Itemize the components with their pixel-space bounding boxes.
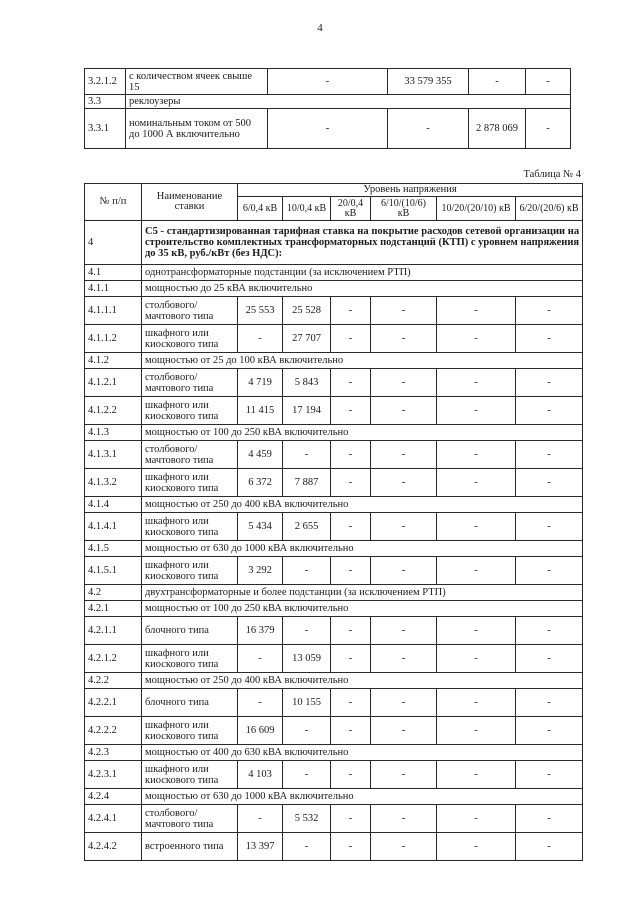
cell-value: - [371, 645, 437, 673]
cell-value: - [283, 617, 331, 645]
cell-number: 4.1.2.1 [85, 369, 142, 397]
cell-name: столбового/ мачтового типа [142, 805, 238, 833]
cell-value: 11 415 [238, 397, 283, 425]
cell-number: 4.1.1.1 [85, 297, 142, 325]
cell-value: - [331, 397, 371, 425]
cell-value: - [437, 557, 516, 585]
table-row [85, 325, 583, 353]
table-row [85, 789, 583, 805]
cell-value: - [437, 469, 516, 497]
cell-value: - [437, 645, 516, 673]
cell-name: шкафного или киоскового типа [142, 513, 238, 541]
table-row [85, 761, 583, 789]
cell-value: - [516, 369, 583, 397]
cell-value: - [331, 297, 371, 325]
cell-name: столбового/ мачтового типа [142, 441, 238, 469]
cell-value: - [516, 689, 583, 717]
cell-value: - [437, 717, 516, 745]
table-row [85, 369, 583, 397]
cell-value: - [371, 369, 437, 397]
cell-value: - [283, 833, 331, 861]
cell-value: - [331, 325, 371, 353]
cell-value: 16 609 [238, 717, 283, 745]
cell-name: шкафного или киоскового типа [142, 761, 238, 789]
cell-value: - [238, 325, 283, 353]
cell-value: 7 887 [283, 469, 331, 497]
table-row [85, 265, 583, 281]
cell-name: шкафного или киоскового типа [142, 325, 238, 353]
header-level-10-20: 10/20/(20/10) кВ [437, 197, 516, 221]
table-3-body [85, 69, 571, 149]
cell-name: встроенного типа [142, 833, 238, 861]
cell-value: - [516, 513, 583, 541]
cell-value: - [437, 297, 516, 325]
cell-value: - [516, 761, 583, 789]
cell-value: 2 878 069 [469, 109, 526, 149]
table-row [85, 425, 583, 441]
cell-value: - [268, 69, 388, 95]
cell-value: - [331, 369, 371, 397]
cell-number: 3.3.1 [85, 109, 126, 149]
cell-value: - [516, 645, 583, 673]
cell-value: 17 194 [283, 397, 331, 425]
cell-value: 25 553 [238, 297, 283, 325]
cell-name: блочного типа [142, 617, 238, 645]
table-row [85, 833, 583, 861]
cell-number: 4 [85, 221, 142, 265]
page-number: 4 [317, 22, 323, 34]
cell-section-name: реклоузеры [126, 95, 571, 109]
table-row [85, 109, 571, 149]
cell-number: 4.2.4 [85, 789, 142, 805]
cell-value: 4 459 [238, 441, 283, 469]
table-row [85, 805, 583, 833]
cell-number: 4.2.3.1 [85, 761, 142, 789]
table-row [85, 745, 583, 761]
cell-number: 4.2.4.2 [85, 833, 142, 861]
cell-value: 2 655 [283, 513, 331, 541]
cell-section-name: мощностью от 250 до 400 кВА включительно [142, 497, 583, 513]
cell-value: - [516, 325, 583, 353]
rate-title: С5 - стандартизированная тарифная ставка на покрытие расходов сетевой организации на строительство комплектных трансформаторных подстанций (КТП) с уровнем напряжения до 35 кВ, руб./кВт (без НДС): [142, 221, 583, 265]
header-number: № п/п [85, 184, 142, 221]
table-row [85, 469, 583, 497]
cell-name: столбового/ мачтового типа [142, 369, 238, 397]
cell-value: - [526, 109, 571, 149]
cell-value: - [437, 513, 516, 541]
cell-value: - [516, 297, 583, 325]
cell-number: 4.1.1 [85, 281, 142, 297]
cell-value: - [371, 833, 437, 861]
cell-value: 25 528 [283, 297, 331, 325]
cell-number: 4.2.2 [85, 673, 142, 689]
cell-value: - [388, 109, 469, 149]
cell-number: 3.3 [85, 95, 126, 109]
cell-value: - [526, 69, 571, 95]
table-row [85, 297, 583, 325]
cell-section-name: мощностью от 100 до 250 кВА включительно [142, 425, 583, 441]
cell-value: - [437, 689, 516, 717]
cell-value: 6 372 [238, 469, 283, 497]
cell-value: - [516, 557, 583, 585]
cell-section-name: мощностью от 630 до 1000 кВА включительно [142, 789, 583, 805]
cell-value: - [283, 761, 331, 789]
cell-name: шкафного или киоскового типа [142, 469, 238, 497]
cell-value: 13 397 [238, 833, 283, 861]
cell-section-name: мощностью от 25 до 100 кВА включительно [142, 353, 583, 369]
cell-value: - [516, 397, 583, 425]
header-level-6-20: 6/20/(20/6) кВ [516, 197, 583, 221]
cell-value: - [516, 441, 583, 469]
cell-name: шкафного или киоскового типа [142, 557, 238, 585]
cell-number: 4.1.2.2 [85, 397, 142, 425]
table-row [85, 673, 583, 689]
cell-section-name: мощностью от 630 до 1000 кВА включительно [142, 541, 583, 557]
cell-value: - [437, 761, 516, 789]
cell-value: - [331, 441, 371, 469]
cell-section-name: мощностью от 400 до 630 кВА включительно [142, 745, 583, 761]
cell-value: 27 707 [283, 325, 331, 353]
cell-number: 4.1.2 [85, 353, 142, 369]
cell-value: - [371, 761, 437, 789]
cell-name: номинальным током от 500 до 1000 А включительно [126, 109, 268, 149]
cell-value: - [331, 805, 371, 833]
cell-number: 4.2.3 [85, 745, 142, 761]
table-3-continuation [84, 68, 571, 149]
cell-value: - [516, 617, 583, 645]
cell-value: - [268, 109, 388, 149]
cell-value: - [331, 513, 371, 541]
table-row [85, 541, 583, 557]
cell-value: - [371, 717, 437, 745]
cell-number: 4.2.1 [85, 601, 142, 617]
cell-number: 4.1.3.2 [85, 469, 142, 497]
cell-number: 4.1 [85, 265, 142, 281]
header-voltage-level: Уровень напряжения [238, 184, 583, 197]
cell-value: - [283, 557, 331, 585]
cell-value: - [437, 441, 516, 469]
cell-value: - [238, 805, 283, 833]
cell-value: - [371, 325, 437, 353]
cell-value: - [437, 833, 516, 861]
cell-section-name: однотрансформаторные подстанции (за исключением РТП) [142, 265, 583, 281]
cell-name: с количеством ячеек свыше 15 [126, 69, 268, 95]
cell-name: блочного типа [142, 689, 238, 717]
cell-number: 4.1.3 [85, 425, 142, 441]
header-level-6-10: 6/10/(10/6) кВ [371, 197, 437, 221]
table-row [85, 645, 583, 673]
cell-value: - [516, 717, 583, 745]
table-row [85, 617, 583, 645]
cell-value: 5 532 [283, 805, 331, 833]
header-rate-name: Наименование ставки [142, 184, 238, 221]
cell-number: 4.1.1.2 [85, 325, 142, 353]
cell-value: - [371, 689, 437, 717]
cell-value: - [331, 469, 371, 497]
cell-value: 5 843 [283, 369, 331, 397]
cell-value: - [331, 689, 371, 717]
cell-number: 4.2 [85, 585, 142, 601]
cell-value: - [437, 369, 516, 397]
cell-number: 4.1.3.1 [85, 441, 142, 469]
cell-value: - [238, 689, 283, 717]
cell-number: 4.1.5 [85, 541, 142, 557]
cell-value: 10 155 [283, 689, 331, 717]
cell-value: 4 719 [238, 369, 283, 397]
table-row [85, 497, 583, 513]
cell-value: - [371, 469, 437, 497]
cell-value: - [331, 617, 371, 645]
cell-value: - [371, 617, 437, 645]
cell-value: - [469, 69, 526, 95]
table-row [85, 353, 583, 369]
cell-value: - [516, 469, 583, 497]
table-row [85, 69, 571, 95]
cell-value: - [371, 441, 437, 469]
table-4 [84, 183, 583, 861]
cell-number: 4.1.4.1 [85, 513, 142, 541]
cell-value: - [331, 833, 371, 861]
cell-name: шкафного или киоскового типа [142, 397, 238, 425]
table-row [85, 281, 583, 297]
cell-value: - [331, 717, 371, 745]
cell-name: шкафного или киоскового типа [142, 717, 238, 745]
header-level-10-04: 10/0,4 кВ [283, 197, 331, 221]
table-4-caption: Таблица № 4 [523, 169, 581, 180]
cell-number: 4.2.2.1 [85, 689, 142, 717]
cell-value: - [371, 297, 437, 325]
cell-section-name: двухтрансформаторные и более подстанции (за исключением РТП) [142, 585, 583, 601]
table-row-title [85, 221, 583, 265]
cell-number: 4.2.2.2 [85, 717, 142, 745]
cell-value: - [371, 397, 437, 425]
cell-number: 4.1.5.1 [85, 557, 142, 585]
cell-value: - [283, 717, 331, 745]
cell-value: - [283, 441, 331, 469]
cell-value: 33 579 355 [388, 69, 469, 95]
cell-value: 5 434 [238, 513, 283, 541]
table-row [85, 689, 583, 717]
cell-value: - [516, 805, 583, 833]
cell-section-name: мощностью от 250 до 400 кВА включительно [142, 673, 583, 689]
cell-number: 4.2.1.1 [85, 617, 142, 645]
cell-value: 4 103 [238, 761, 283, 789]
table-row [85, 557, 583, 585]
cell-value: - [437, 325, 516, 353]
cell-number: 3.2.1.2 [85, 69, 126, 95]
cell-section-name: мощностью до 25 кВА включительно [142, 281, 583, 297]
cell-value: 16 379 [238, 617, 283, 645]
cell-number: 4.2.1.2 [85, 645, 142, 673]
cell-value: - [437, 617, 516, 645]
cell-value: - [238, 645, 283, 673]
cell-name: столбового/ мачтового типа [142, 297, 238, 325]
header-level-6-04: 6/0,4 кВ [238, 197, 283, 221]
table-row [85, 585, 583, 601]
table-row [85, 601, 583, 617]
cell-value: 13 059 [283, 645, 331, 673]
cell-value: - [371, 513, 437, 541]
cell-value: - [437, 805, 516, 833]
header-level-20-04: 20/0,4 кВ [331, 197, 371, 221]
cell-value: - [331, 645, 371, 673]
cell-value: - [331, 557, 371, 585]
cell-value: - [371, 805, 437, 833]
table-row [85, 717, 583, 745]
cell-value: 3 292 [238, 557, 283, 585]
cell-value: - [437, 397, 516, 425]
cell-number: 4.1.4 [85, 497, 142, 513]
table-row [85, 513, 583, 541]
cell-section-name: мощностью от 100 до 250 кВА включительно [142, 601, 583, 617]
cell-name: шкафного или киоскового типа [142, 645, 238, 673]
cell-value: - [371, 557, 437, 585]
table-row [85, 397, 583, 425]
cell-number: 4.2.4.1 [85, 805, 142, 833]
cell-value: - [516, 833, 583, 861]
table-row [85, 95, 571, 109]
table-row [85, 441, 583, 469]
table-4-body [85, 221, 583, 861]
cell-value: - [331, 761, 371, 789]
